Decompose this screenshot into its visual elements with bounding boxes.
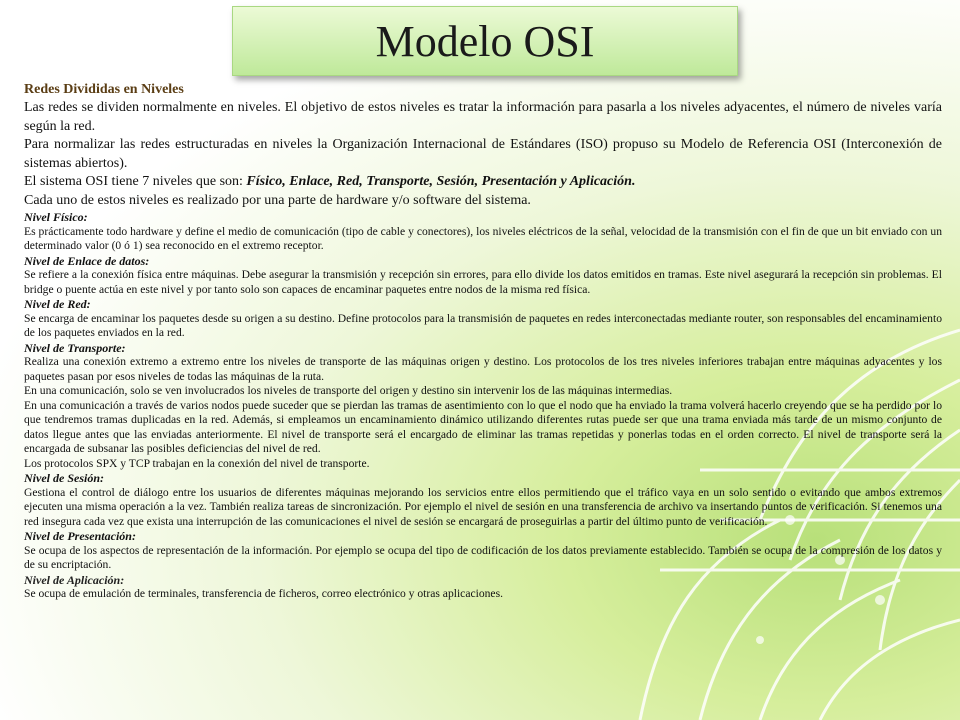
section-title-red: Nivel de Red: — [24, 297, 91, 311]
section-title-fisico: Nivel Físico: — [24, 210, 88, 224]
section-text-enlace: Se refiere a la conexión física entre máquinas. Debe asegurar la transmisión y recepción sin errores, para ello divide los datos emitidos en tramas. Este nivel asegurará la recepción sin problemas. El bridge o puente actúa en este nivel y por tanto solo son capaces de encaminar paquetes entre nodos de la misma red física. — [24, 268, 942, 296]
slide-title: Modelo OSI — [375, 16, 595, 66]
levels-list: Físico, Enlace, Red, Transporte, Sesión, Presentación y Aplicación. — [246, 174, 636, 189]
section-text-presentacion: Se ocupa de los aspectos de representación de la información. Por ejemplo se ocupa del tipo de codificación de los datos previamente establecido. También se ocupa de la compresión de los datos y de su encriptación. — [24, 543, 942, 571]
intro-paragraph-1: Las redes se dividen normalmente en niveles. El objetivo de estos niveles es tratar la información para pasarla a los niveles adyacentes, el número de niveles varía según la red. — [24, 100, 942, 134]
section-text-transporte-1: Realiza una conexión extremo a extremo entre los niveles de transporte de las máquinas origen y destino. Los protocolos de los tres niveles inferiores trabajan entre máquinas adyacentes y los paquetes pasan por esos niveles de todas las máquinas de la ruta. — [24, 355, 942, 383]
section-text-aplicacion: Se ocupa de emulación de terminales, transferencia de ficheros, correo electrónico y otras aplicaciones. — [24, 587, 503, 600]
section-text-red: Se encarga de encaminar los paquetes desde su origen a su destino. Define protocolos para la transmisión de paquetes en redes interconectadas mediante router, son responsables del encaminamiento de los paquetes enviados en la red. — [24, 311, 942, 339]
section-title-enlace: Nivel de Enlace de datos: — [24, 253, 150, 268]
section-text-transporte-2: En una comunicación, solo se ven involucrados los niveles de transporte del origen y destino sin intervenir los de las máquinas intermedias. — [24, 384, 673, 397]
content-area — [24, 80, 942, 602]
section-title-sesion: Nivel de Sesión: — [24, 471, 104, 485]
section-title-aplicacion: Nivel de Aplicación: — [24, 572, 125, 587]
section-text-transporte-4: Los protocolos SPX y TCP trabajan en la conexión del nivel de transporte. — [24, 456, 370, 470]
section-title-presentacion: Nivel de Presentación: — [24, 529, 136, 543]
intro-paragraph-2: Para normalizar las redes estructuradas en niveles la Organización Internacional de Estándares (ISO) propuso su Modelo de Referencia OSI (Interconexión de sistemas abiertos). — [24, 137, 942, 171]
hardware-sentence: Cada uno de estos niveles es realizado por una parte de hardware y/o software del sistema. — [24, 192, 531, 208]
section-text-fisico: Es prácticamente todo hardware y define el medio de comunicación (tipo de cable y conectores), los niveles eléctricos de la señal, velocidad de la transmisión con el fin de que un bit enviado con un determinado valor (0 ó 1) sea reconocido en el extremo receptor. — [24, 224, 942, 252]
title-box — [232, 6, 738, 76]
section-text-transporte-3: En una comunicación a través de varios nodos puede suceder que se pierdan las tramas de asentimiento con lo que el nodo que ha enviado la trama volverá hacerlo creyendo que se ha perdido por lo que tendremos tramas duplicadas en la red. Además, si empleamos un encaminamiento dinámico utilizando diferentes rutas puede ser que una trama enviada más tarde de un mismo conjunto de datos llegue antes que las enviadas anteriormente. El nivel de transporte será el encargado de eliminar las tramas repetidas y ponerlas todas en el orden correcto. El nivel de transporte será la encargada de subsanar las posibles deficiencias del nivel de red. — [24, 398, 942, 455]
section-text-sesion: Gestiona el control de diálogo entre los usuarios de diferentes máquinas mejorando los servicios entre ellos permitiendo que el tráfico vaya en un solo sentido o evitando que ambos extremos ejecuten una misma operación a la vez. También realiza tareas de sincronización. Por ejemplo el nivel de sesión en una transferencia de archivo va insertando puntos de verificación. Si tenemos una red insegura cada vez que exista una interrupción de las comunicaciones el nivel de sesión se encargará de proseguirlas a partir del último punto de verificación. — [24, 485, 942, 528]
section-heading: Redes Divididas en Niveles — [24, 82, 184, 97]
section-title-transporte: Nivel de Transporte: — [24, 340, 126, 355]
levels-prefix: El sistema OSI tiene 7 niveles que son: — [24, 174, 247, 189]
levels-sentence — [24, 173, 942, 192]
